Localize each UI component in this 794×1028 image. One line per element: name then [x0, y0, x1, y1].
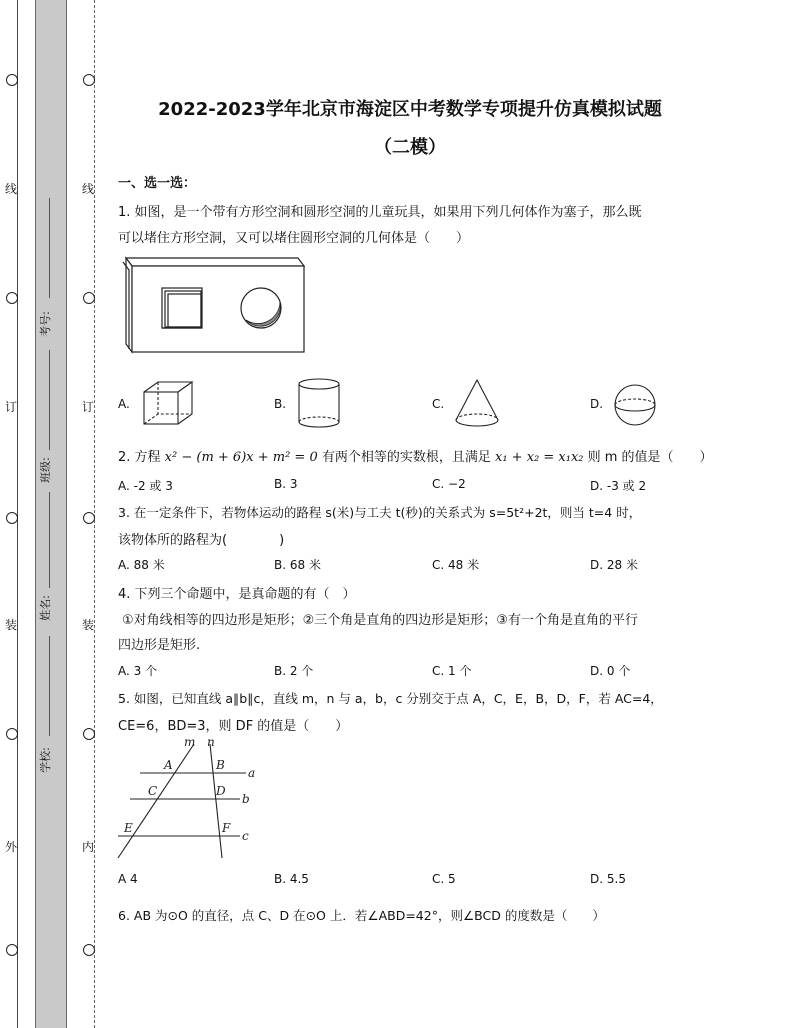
q2-option-c[interactable]: C. −2 [432, 477, 466, 491]
binding-hole [6, 944, 18, 956]
q4-option-c[interactable]: C. 1 个 [432, 664, 472, 678]
cube-icon [140, 378, 198, 428]
label-F: F [222, 821, 231, 835]
label-A: A [164, 758, 173, 772]
q2-option-a[interactable]: A. -2 或 3 [118, 479, 173, 493]
binding-hole [83, 944, 95, 956]
label-n: n [207, 735, 215, 749]
margin-char-ding-inner: 订 [81, 400, 94, 414]
label-m: m [184, 735, 196, 749]
q2-option-b[interactable]: B. 3 [274, 477, 298, 491]
q1-option-b[interactable]: B. [274, 397, 287, 411]
q2-condition: x₁ + x₂ = x₁x₂ [495, 450, 584, 465]
page-title: 2022-2023学年北京市海淀区中考数学专项提升仿真模拟试题 [158, 99, 662, 120]
cone-icon [452, 376, 502, 430]
q4-option-d[interactable]: D. 0 个 [590, 664, 631, 678]
q5-text-line2: CE=6，BD=3，则 DF 的值是（ ） [118, 719, 349, 734]
label-c: c [242, 829, 249, 843]
q2-option-d[interactable]: D. -3 或 2 [590, 479, 647, 493]
q3-option-c[interactable]: C. 48 米 [432, 558, 480, 572]
margin-char-zhuang: 装 [4, 618, 17, 632]
name-field[interactable] [49, 492, 50, 588]
label-b: b [242, 792, 250, 806]
school-field[interactable] [49, 636, 50, 736]
margin-char-wai: 外 [4, 840, 17, 854]
page-subtitle: （二模） [374, 137, 446, 158]
q5-option-b[interactable]: B. 4.5 [274, 872, 309, 886]
q3-option-b[interactable]: B. 68 米 [274, 558, 321, 572]
binding-hole [6, 728, 18, 740]
q3-text-line1: 3. 在一定条件下，若物体运动的路程 s(米)与工夫 t(秒)的关系式为 s=5t²+2t，则当 t=4 时， [118, 505, 642, 520]
label-class: 班级: [38, 457, 52, 483]
q5-option-a[interactable]: A 4 [118, 872, 138, 886]
binding-band [35, 0, 67, 1028]
label-a: a [248, 766, 256, 780]
binding-hole [6, 512, 18, 524]
label-exam-number: 考号: [38, 311, 52, 337]
cylinder-icon [294, 376, 344, 430]
label-B: B [216, 758, 225, 772]
q3-text-line2: 该物体所的路程为( ) [118, 533, 285, 548]
q4-option-b[interactable]: B. 2 个 [274, 664, 314, 678]
binding-hole [83, 728, 95, 740]
q1-option-d[interactable]: D. [590, 397, 604, 411]
binding-hole [83, 292, 95, 304]
binding-hole [83, 74, 95, 86]
label-E: E [124, 821, 133, 835]
binding-hole [6, 292, 18, 304]
exam-number-field[interactable] [49, 198, 50, 298]
q4-text-line1: 4. 下列三个命题中，是真命题的有（ ） [118, 587, 356, 602]
q1-text-line1: 1. 如图，是一个带有方形空洞和圆形空洞的儿童玩具，如果用下列几何体作为塞子，那么既 [118, 205, 642, 220]
margin-char-xian: 线 [4, 182, 17, 196]
q3-option-d[interactable]: D. 28 米 [590, 558, 638, 572]
parallel-lines-figure [112, 734, 262, 862]
margin-char-zhuang-inner: 装 [81, 618, 94, 632]
q1-text-line2: 可以堵住方形空洞，又可以堵住圆形空洞的几何体是（ ） [118, 231, 470, 246]
sphere-icon [612, 382, 658, 428]
q4-option-a[interactable]: A. 3 个 [118, 664, 158, 678]
binding-hole [6, 74, 18, 86]
q5-text-line1: 5. 如图，已知直线 a∥b∥c，直线 m，n 与 a，b，c 分别交于点 A，C，E，B，D，F，若 AC=4， [118, 691, 663, 706]
label-D: D [216, 784, 226, 798]
q6-text-line1: 6. AB 为⊙O 的直径，点 C、D 在⊙O 上．若∠ABD=42°，则∠BCD 的度数是（ ） [118, 908, 605, 923]
q4-text-line3: 四边形是矩形. [118, 638, 201, 653]
q1-option-c[interactable]: C. [432, 397, 445, 411]
q2-equation: x² − (m + 6)x + m² = 0 [164, 450, 318, 465]
q2-text: 2. 方程 x² − (m + 6)x + m² = 0 有两个相等的实数根，且满足 x₁ + x₂ = x₁x₂ 则 m 的值是（ ） [118, 450, 713, 465]
q5-option-d[interactable]: D. 5.5 [590, 872, 626, 886]
margin-char-xian-inner: 线 [81, 182, 94, 196]
label-name: 姓名: [38, 595, 52, 621]
q3-option-a[interactable]: A. 88 米 [118, 558, 165, 572]
section-heading: 一、选一选： [118, 176, 197, 191]
toy-figure [120, 252, 310, 356]
q4-text-line2: ①对角线相等的四边形是矩形；②三个角是直角的四边形是矩形；③有一个角是直角的平行 [122, 613, 638, 628]
q5-option-c[interactable]: C. 5 [432, 872, 456, 886]
margin-char-ding: 订 [4, 400, 17, 414]
binding-hole [83, 512, 95, 524]
label-school: 学校: [38, 747, 52, 773]
margin-char-nei-inner: 内 [81, 840, 94, 854]
label-C: C [148, 784, 158, 798]
q1-option-a[interactable]: A. [118, 397, 130, 411]
class-field[interactable] [49, 350, 50, 450]
